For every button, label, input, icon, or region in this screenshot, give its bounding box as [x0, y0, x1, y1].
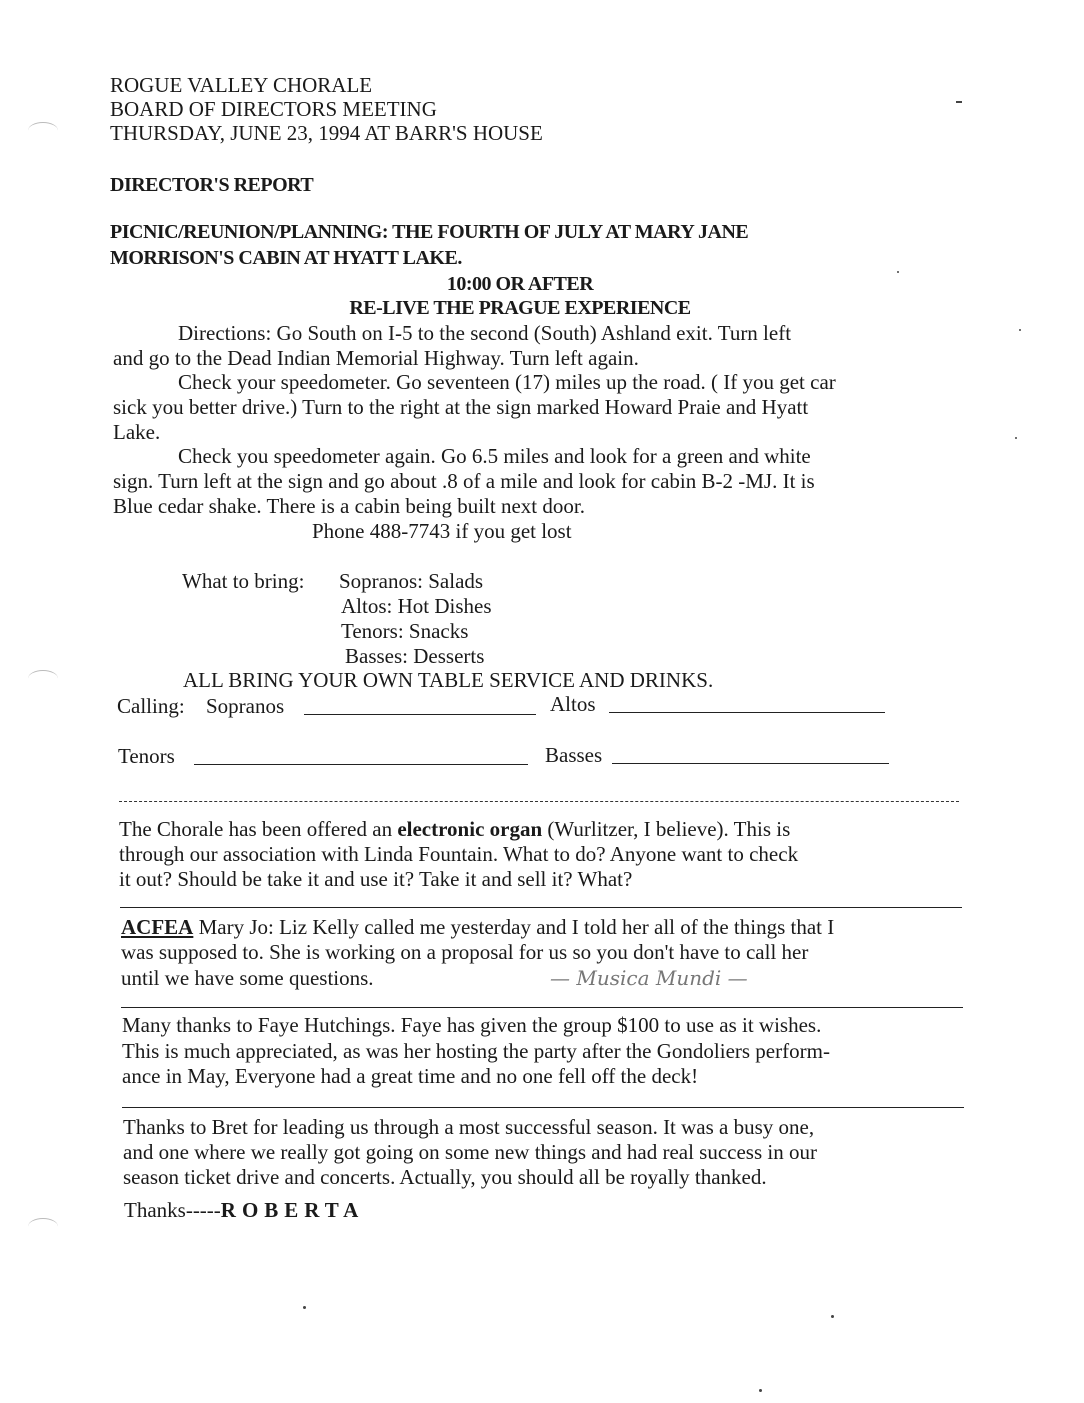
picnic-heading: PICNIC/REUNION/PLANNING: THE FOURTH OF JULY AT MARY JANE — [110, 221, 749, 243]
section-divider — [122, 1107, 964, 1108]
acfea-label: ACFEA — [121, 915, 194, 939]
picnic-heading-cont: MORRISON'S CABIN AT HYATT LAKE. — [110, 247, 462, 269]
signature: ROBERTA — [220, 1198, 365, 1222]
scan-speck — [303, 1306, 306, 1309]
punch-hole-mark — [28, 1218, 58, 1235]
handwritten-note: — Musica Mundi — — [550, 966, 748, 990]
phone-note: Phone 488-7743 if you get lost — [312, 519, 572, 543]
faye-line: ance in May, Everyone had a great time and no one fell off the deck! — [122, 1064, 699, 1088]
calling-altos-label: Altos — [550, 692, 596, 716]
report-title: DIRECTOR'S REPORT — [110, 174, 314, 196]
calling-sopranos-label: Sopranos — [206, 694, 285, 718]
bring-item: Altos: Hot Dishes — [341, 594, 492, 618]
meeting-title: BOARD OF DIRECTORS MEETING — [110, 97, 437, 121]
signoff-line — [124, 1198, 364, 1223]
faye-line: Many thanks to Faye Hutchings. Faye has given the group $100 to use as it wishes. — [122, 1013, 822, 1037]
calling-label: Calling: — [117, 694, 185, 718]
punch-hole-mark — [28, 670, 58, 687]
meeting-date: THURSDAY, JUNE 23, 1994 AT BARR'S HOUSE — [110, 121, 543, 145]
directions-line: Check your speedometer. Go seventeen (17) miles up the road. ( If you get car — [178, 370, 836, 394]
org-name: ROGUE VALLEY CHORALE — [110, 73, 373, 97]
scan-speck — [759, 1389, 762, 1392]
section-divider — [121, 1007, 963, 1008]
directions-line: sign. Turn left at the sign and go about .8 of a mile and look for cabin B-2 -MJ. It is — [113, 469, 815, 493]
acfea-line: was supposed to. She is working on a proposal for us so you don't have to call her — [121, 940, 809, 964]
scan-speck — [1015, 437, 1017, 439]
all-bring-note: ALL BRING YOUR OWN TABLE SERVICE AND DRINKS. — [183, 668, 714, 692]
bring-item: Sopranos: Salads — [339, 569, 484, 593]
dashed-divider — [119, 801, 959, 802]
bring-item: Basses: Desserts — [345, 644, 485, 668]
directions-line: sick you better drive.) Turn to the right at the sign marked Howard Praie and Hyatt — [113, 395, 809, 419]
scan-speck — [897, 271, 899, 273]
directions-line: and go to the Dead Indian Memorial Highway. Turn left again. — [113, 346, 639, 370]
acfea-line: ACFEA Mary Jo: Liz Kelly called me yesterday and I told her all of the things that I — [121, 915, 835, 939]
basses-blank-line — [612, 763, 889, 764]
punch-hole-mark — [28, 122, 58, 139]
altos-blank-line — [609, 712, 885, 713]
directions-line: Check you speedometer again. Go 6.5 miles and look for a green and white — [178, 444, 811, 468]
calling-tenors-label: Tenors — [118, 744, 175, 768]
scan-speck — [831, 1315, 834, 1318]
sopranos-blank-line — [304, 714, 536, 715]
signoff-text: Thanks----- — [124, 1198, 221, 1222]
acfea-line: until we have some questions. — [121, 966, 374, 990]
organ-line: it out? Should be take it and use it? Take it and sell it? What? — [119, 867, 633, 891]
directions-line: Directions: Go South on I-5 to the second (South) Ashland exit. Turn left — [178, 321, 792, 345]
picnic-time: 10:00 OR AFTER — [446, 273, 594, 295]
scan-speck — [956, 101, 962, 103]
organ-bold-text: electronic organ — [397, 817, 543, 841]
tenors-blank-line — [194, 764, 528, 765]
organ-line: through our association with Linda Fountain. What to do? Anyone want to check — [119, 842, 799, 866]
organ-line: The Chorale has been offered an electronic organ (Wurlitzer, I believe). This is — [119, 817, 791, 841]
directions-line: Lake. — [113, 420, 161, 444]
bret-line: Thanks to Bret for leading us through a most successful season. It was a busy one, — [123, 1115, 815, 1139]
section-divider — [120, 907, 962, 908]
calling-basses-label: Basses — [545, 743, 603, 767]
bret-line: season ticket drive and concerts. Actually, you should all be royally thanked. — [123, 1165, 767, 1189]
bring-label: What to bring: — [182, 569, 305, 593]
scan-speck — [1019, 329, 1021, 331]
picnic-subtitle: RE-LIVE THE PRAGUE EXPERIENCE — [349, 297, 691, 319]
bring-item: Tenors: Snacks — [341, 619, 469, 643]
directions-line: Blue cedar shake. There is a cabin being built next door. — [113, 494, 585, 518]
bret-line: and one where we really got going on some new things and had real success in our — [123, 1140, 817, 1164]
faye-line: This is much appreciated, as was her hosting the party after the Gondoliers perform- — [122, 1039, 830, 1063]
